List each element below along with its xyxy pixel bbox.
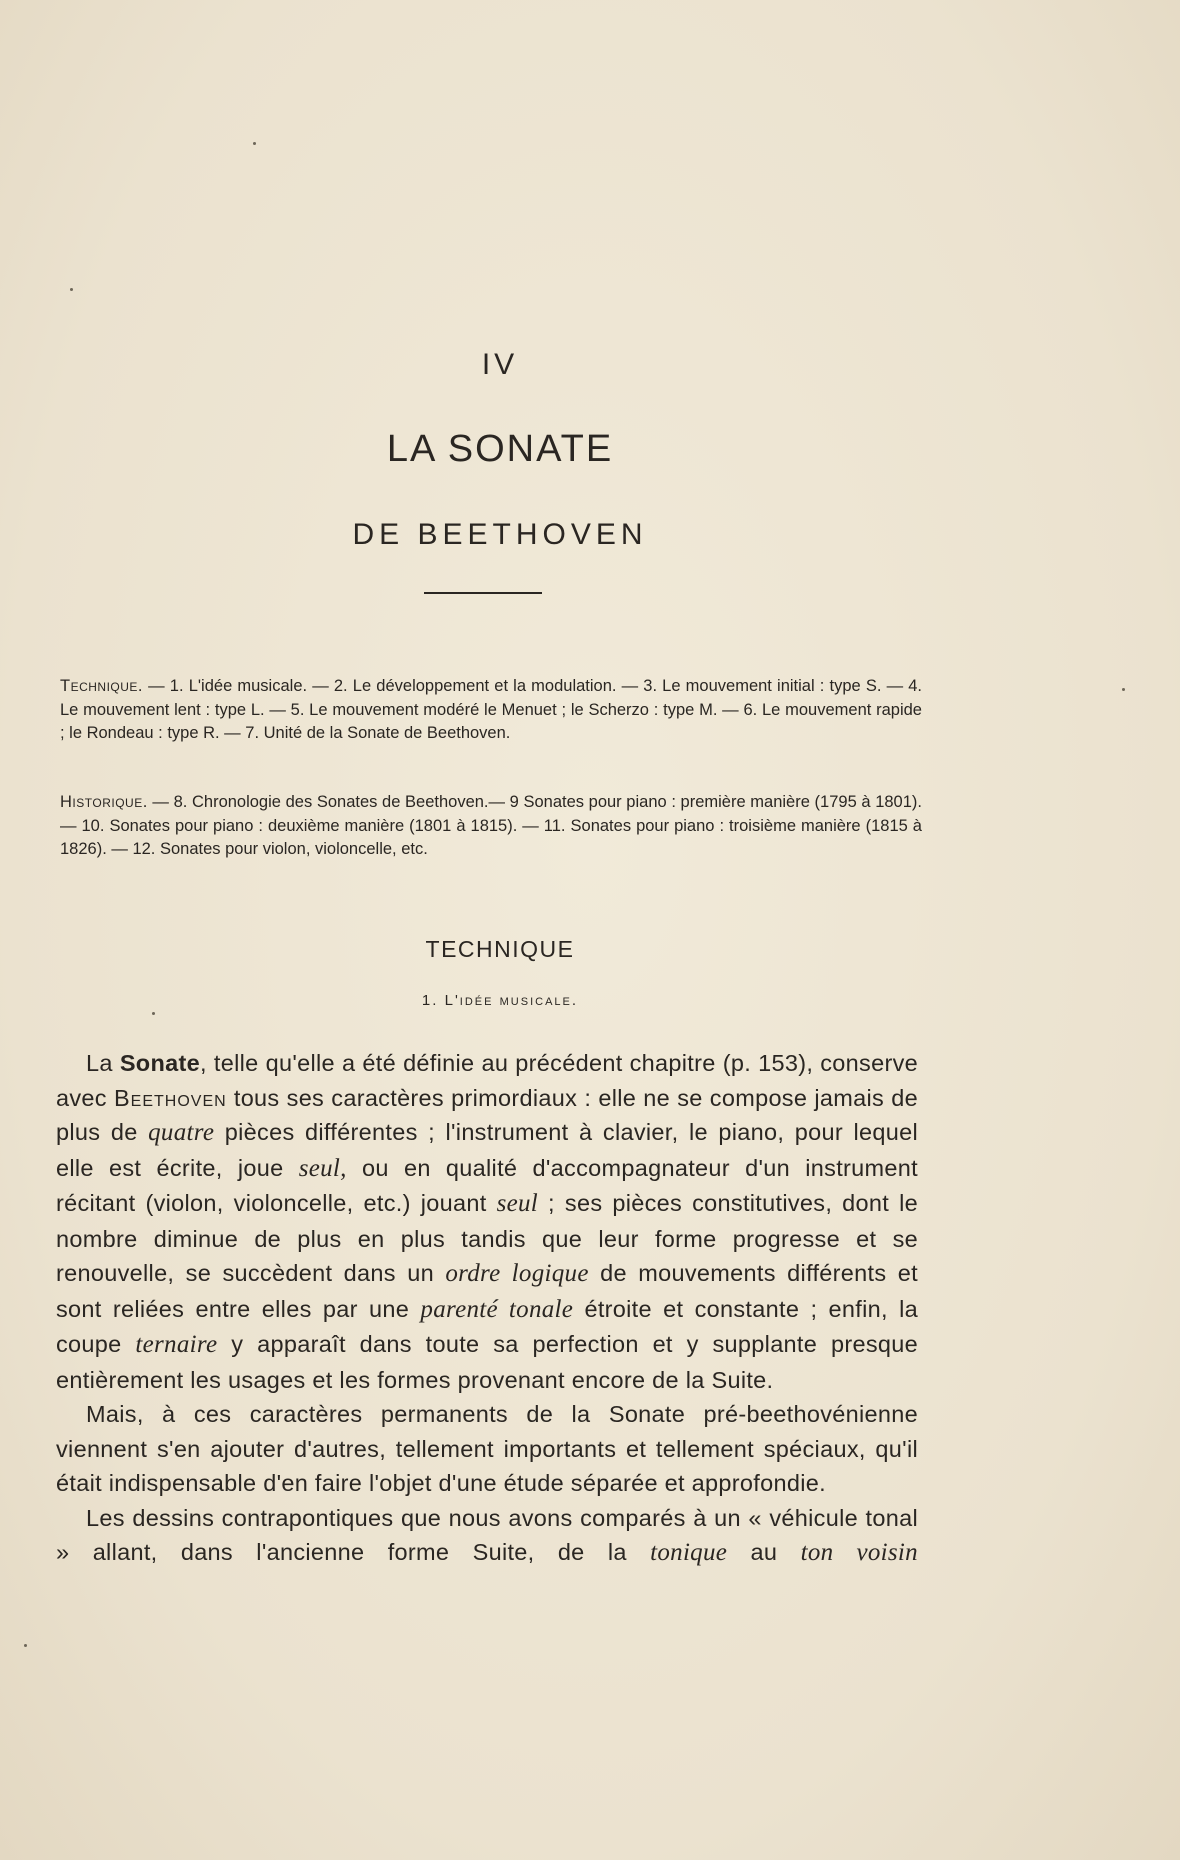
text-run: ; ses pièces constitutives, dont le nombre diminue de plus en plus tandis que leur forme progresse et se renouvelle, se succèdent dans un [56, 1190, 918, 1286]
composer-name: Beethoven [114, 1084, 227, 1111]
paragraph-2: Mais, à ces caractères permanents de la Sonate pré-beethovénienne viennent s'en ajouter d'autres, tellement importants et tellement spéciaux, qu'il était indispensable d'en faire l'objet d'une étude séparée et approfondie. [56, 1401, 918, 1496]
summary-historique-text: — 8. Chronologie des Sonates de Beethoven.— 9 Sonates pour piano : première manière (1795 à 1801). — 10. Sonates pour piano : deuxième manière (1801 à 1815). — 11. Sonates pour piano : troisième manière (1815 à 1826). — 12. Sonates pour violon, violoncelle, etc. [60, 793, 922, 858]
summary-historique [60, 791, 922, 862]
italic-term: seul [496, 1190, 539, 1217]
chapter-number: IV [481, 348, 519, 381]
paper-speck [152, 1012, 155, 1015]
text-run: pièces différentes ; l'instrument à clavier, le piano, pour lequel elle est écrite, joue [56, 1119, 918, 1181]
italic-term: seul, [298, 1154, 347, 1182]
italic-term: ordre logique [445, 1260, 589, 1287]
italic-term: quatre [148, 1119, 215, 1146]
italic-term: tonique [650, 1539, 728, 1566]
text-run: Les dessins contrapontiques que nous avons comparés à un « véhicule tonal » allant, dans l'ancienne forme Suite, de la [56, 1504, 918, 1565]
summary-technique-text: — 1. L'idée musicale. — 2. Le développement et la modulation. — 3. Le mouvement initial : type S. — 4. Le mouvement lent : type L. — 5. Le mouvement modéré le Menuet ; le Scherzo : type M. — 6. Le mouvement rapide ; le Rondeau : type R. — 7. Unité de la Sonate de Beethoven. [60, 677, 922, 742]
title-rule [424, 592, 542, 594]
section-heading: TECHNIQUE [425, 936, 575, 962]
text-run: étroite et constante ; enfin, la coupe [56, 1295, 918, 1357]
italic-term: parenté tonale [420, 1295, 574, 1323]
chapter-subtitle: DE BEETHOVEN [352, 518, 648, 551]
paragraph-1 [56, 1046, 918, 1397]
italic-term: ton voisin [800, 1539, 918, 1566]
text-run: au [727, 1539, 801, 1565]
text-run: , telle qu'elle a été définie au précédent chapitre (p. 153), conserve avec [56, 1050, 918, 1111]
paper-speck [24, 1644, 27, 1647]
paragraph-3 [56, 1501, 918, 1571]
paper-speck [70, 288, 73, 291]
italic-term: ternaire [135, 1331, 218, 1358]
summary-technique [60, 675, 922, 746]
text-run: La [86, 1050, 120, 1076]
chapter-title: LA SONATE [386, 428, 614, 470]
bold-term: Sonate [119, 1050, 200, 1076]
text-run: y apparaît dans toute sa perfection et y supplante presque entièrement les usages et les formes provenant encore de la Suite. [56, 1331, 918, 1393]
subsection-heading: 1. L'idée musicale. [421, 992, 579, 1009]
text-run: ou en qualité d'accompagnateur d'un instrument récitant (violon, violoncelle, etc.) jouant [56, 1154, 918, 1216]
summary-technique-heading: Technique. [60, 677, 144, 695]
summary-historique-heading: Historique. [60, 793, 148, 811]
body-text [56, 1046, 918, 1571]
text-run: de mouvements différents et sont reliées entre elles par une [56, 1260, 918, 1322]
paper-speck [253, 142, 256, 145]
text-run: tous ses caractères primordiaux : elle ne se compose jamais de plus de [56, 1084, 918, 1145]
paper-speck [1122, 688, 1125, 691]
